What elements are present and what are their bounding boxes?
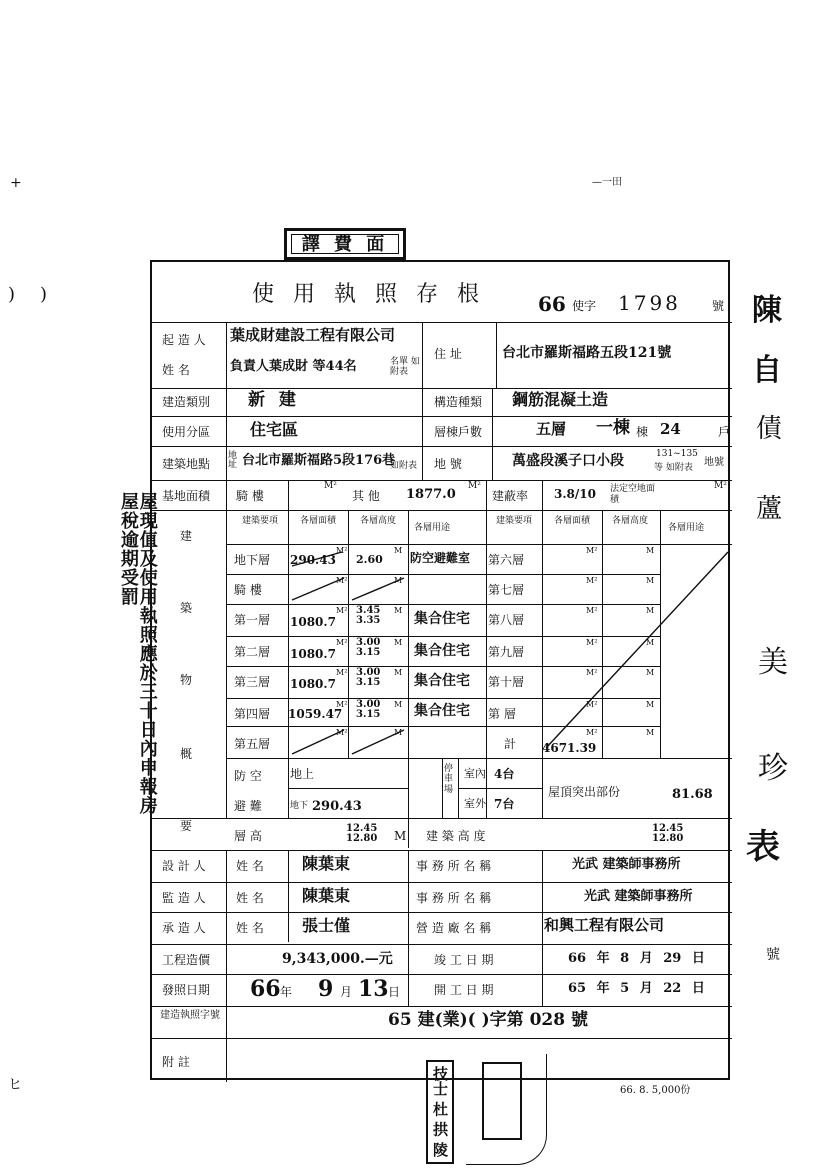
- svg-text:M: M: [646, 728, 655, 737]
- zone-value: 住宅區: [250, 420, 299, 439]
- blocks-value: 一棟: [596, 418, 630, 438]
- scan-mark: ): [40, 284, 48, 305]
- month-unit: 月: [340, 985, 353, 999]
- unit-h: 戶: [718, 425, 731, 439]
- issue-year: 66: [250, 976, 281, 1002]
- open-space-label: 法定空地面積: [610, 484, 656, 505]
- usage-permit-form: [150, 260, 731, 1096]
- shelter-label2: 避 難: [234, 799, 262, 813]
- category-label: 建造類別: [162, 395, 211, 409]
- designer-office-label: 事 務 所 名 稱: [416, 859, 492, 873]
- floor-use: 集合住宅: [414, 611, 470, 627]
- shelter-above-label: 地上: [290, 767, 315, 781]
- header-height: 各層高度: [611, 516, 648, 526]
- svg-text:M: M: [394, 728, 403, 737]
- stamp-top-text: 譯 費 面: [291, 234, 399, 254]
- side-label: 物: [180, 673, 193, 687]
- issue-day: 13: [358, 976, 389, 1002]
- lot-label: 地 號: [434, 457, 462, 471]
- parking-outdoor-value: 7台: [494, 797, 515, 811]
- svg-text:M²: M²: [336, 638, 348, 647]
- floor-height: 2.60: [356, 553, 383, 566]
- builder-company: 葉成財建設工程有限公司: [230, 326, 396, 344]
- header-height: 各層高度: [359, 516, 396, 526]
- svg-text:M: M: [646, 638, 655, 647]
- side-label: 要: [180, 819, 193, 833]
- header-area: 各層面積: [299, 516, 336, 526]
- approval-mark: [466, 1054, 547, 1165]
- floor-use: 集合住宅: [414, 703, 470, 719]
- scan-mark: +: [10, 175, 22, 191]
- doc-top-right: —一田: [592, 177, 622, 188]
- floor-area: 1080.7: [290, 677, 336, 691]
- svg-text:M: M: [394, 700, 403, 709]
- shelter-below-value: 290.43: [312, 799, 362, 814]
- other-value: 1877.0: [406, 487, 456, 502]
- notes-label: 附 註: [162, 1055, 190, 1069]
- coverage-label: 建蔽率: [492, 489, 529, 503]
- start-value: 65 年 5 月 22 日: [568, 981, 705, 996]
- builder-name-label: 姓 名: [162, 363, 190, 377]
- print-note: 66. 8. 5,000份: [620, 1085, 691, 1096]
- header-item: 建築要項: [241, 516, 278, 526]
- floor-use: 防空避難室: [410, 551, 471, 565]
- svg-text:M: M: [646, 606, 655, 615]
- floor-area: 1080.7: [290, 615, 336, 629]
- header-area: 各層面積: [553, 516, 590, 526]
- form-title: 使 用 執 照 存 根: [252, 282, 485, 307]
- svg-text:M²: M²: [336, 606, 348, 615]
- permit-suffix: 號: [712, 299, 725, 313]
- lot-note: 等 如附表: [654, 463, 693, 473]
- designer-label: 設 計 人: [162, 859, 206, 873]
- units-value: 24: [660, 420, 681, 438]
- builder-address-label: 住 址: [434, 347, 462, 361]
- builder-rep-note: 名單 如附表: [390, 357, 420, 377]
- left-margin-text: 屋現值及使用執照應於三十日內申報房屋稅逾期受罰: [117, 492, 158, 815]
- svg-text:M²: M²: [586, 668, 598, 677]
- svg-text:M: M: [646, 668, 655, 677]
- floor-use: 集合住宅: [414, 673, 470, 689]
- svg-text:M²: M²: [336, 546, 348, 555]
- svg-text:M²: M²: [586, 728, 598, 737]
- zone-label: 使用分區: [162, 425, 211, 439]
- construction-permit-label: 建造執照字號: [160, 1010, 220, 1021]
- contractor-name: 張士僅: [302, 916, 351, 935]
- supervisor-office-label: 事 務 所 名 稱: [416, 891, 492, 905]
- cost-value: 9,343,000.—元: [282, 951, 393, 967]
- svg-text:M²: M²: [586, 576, 598, 585]
- roof-value: 81.68: [672, 787, 713, 802]
- unit-b: 棟: [636, 425, 649, 439]
- supervisor-label: 監 造 人: [162, 891, 206, 905]
- permit-number: 1798: [618, 291, 681, 315]
- supervisor-name: 陳葉東: [302, 886, 351, 905]
- svg-text:M: M: [394, 668, 403, 677]
- site-address: 台北市羅斯福路5段176巷: [242, 453, 396, 468]
- floors-value: 五層: [536, 420, 567, 438]
- contractor-office: 和興工程有限公司: [544, 916, 665, 934]
- category-value: 新 建: [248, 390, 300, 410]
- floor-name: 第八層: [488, 613, 525, 627]
- floor-name: 第三層: [234, 675, 271, 689]
- floor-name: 第 層: [488, 707, 516, 721]
- issue-month: 9: [318, 976, 334, 1002]
- floor-total-label: 計: [504, 737, 517, 751]
- coverage-value: 3.8/10: [554, 487, 596, 501]
- svg-text:M: M: [394, 606, 403, 615]
- floor-name: 第七層: [488, 583, 525, 597]
- contractor-label: 承 造 人: [162, 921, 206, 935]
- floor-height: 3.00 3.15: [356, 637, 381, 658]
- building-height-value: 12.45 12.80: [652, 823, 684, 844]
- start-label: 開 工 日 期: [434, 983, 494, 997]
- permit-year: 66: [538, 292, 566, 316]
- header-use: 各層用途: [668, 523, 705, 533]
- supervisor-office: 光武 建築師事務所: [584, 889, 693, 904]
- parking-indoor-value: 4台: [494, 767, 515, 781]
- contractor-office-label: 營 造 廠 名 稱: [416, 921, 492, 935]
- floor-height: 3.00 3.15: [356, 699, 381, 720]
- permit-label: 使字: [572, 299, 597, 313]
- floor-name: 第二層: [234, 645, 271, 659]
- floor-name: 第五層: [234, 737, 271, 751]
- floor-height-unit: M: [394, 829, 407, 843]
- parking-outdoor-label: 室外: [464, 797, 486, 810]
- side-label: 建: [180, 529, 193, 543]
- completion-value: 66 年 8 月 29 日: [568, 951, 705, 966]
- svg-text:M: M: [394, 576, 403, 585]
- cost-label: 工程造價: [162, 953, 211, 967]
- site-address-label: 地址: [228, 451, 238, 470]
- floor-name: 騎 樓: [234, 583, 262, 597]
- svg-text:M²: M²: [336, 728, 348, 737]
- stamp-top: [284, 228, 406, 260]
- parking-indoor-label: 室內: [464, 767, 486, 780]
- other-label: 其 他: [352, 489, 380, 503]
- svg-text:M²: M²: [586, 606, 598, 615]
- builder-label: 起 造 人: [162, 333, 206, 347]
- svg-text:M²: M²: [336, 700, 348, 709]
- designer-office: 光武 建築師事務所: [572, 857, 681, 872]
- signature-stamp: 技士 杜 拱 陵: [426, 1060, 454, 1164]
- side-label: 概: [180, 747, 193, 761]
- scan-mark: ): [8, 284, 16, 305]
- floor-area: 1080.7: [290, 647, 336, 661]
- area-unit: M²: [468, 481, 481, 491]
- svg-text:M²: M²: [586, 546, 598, 555]
- designer-name: 陳葉東: [302, 854, 351, 873]
- floor-name: 地下層: [234, 553, 271, 567]
- structure-label: 構造種類: [434, 395, 483, 409]
- floor-height: 3.45 3.35: [356, 605, 381, 626]
- issue-date-label: 發照日期: [162, 983, 211, 997]
- floor-height-label: 層 高: [234, 829, 262, 843]
- building-height-label: 建 築 高 度: [426, 829, 486, 843]
- builder-rep: 負責人葉成財 等44名: [230, 359, 357, 374]
- floor-name: 第四層: [234, 707, 271, 721]
- rule: [458, 788, 542, 789]
- year-unit: 年: [280, 985, 293, 999]
- floor-height-value: 12.45 12.80: [346, 823, 378, 844]
- svg-text:M: M: [646, 700, 655, 709]
- shelter-label: 防 空: [234, 769, 262, 783]
- supervisor-name-label: 姓 名: [236, 891, 264, 905]
- lot-suffix: 地號: [704, 457, 724, 468]
- svg-text:M: M: [646, 576, 655, 585]
- shelter-below-label: 地下: [290, 801, 309, 811]
- builder-address: 台北市羅斯福路五段121號: [502, 345, 672, 361]
- scan-mark: ヒ: [8, 1077, 22, 1093]
- rule-v: [442, 758, 443, 818]
- area-unit: M²: [324, 481, 337, 491]
- svg-text:M²: M²: [336, 668, 348, 677]
- svg-text:M: M: [394, 546, 403, 555]
- svg-text:M: M: [646, 546, 655, 555]
- lot-numbers: 131~135: [656, 449, 698, 459]
- svg-text:M²: M²: [336, 576, 348, 585]
- rule: [288, 788, 408, 789]
- construction-permit-value: 65 建(業)( )字第 028 號: [388, 1010, 588, 1030]
- structure-value: 鋼筋混凝土造: [512, 390, 609, 409]
- floor-name: 第六層: [488, 553, 525, 567]
- svg-text:M: M: [394, 638, 403, 647]
- floor-area: 1059.47: [288, 707, 343, 721]
- completion-label: 竣 工 日 期: [434, 953, 494, 967]
- contractor-name-label: 姓 名: [236, 921, 264, 935]
- header-item: 建築要項: [495, 516, 532, 526]
- site-address-note: 如附表: [390, 461, 418, 471]
- site-label: 建築地點: [162, 457, 211, 471]
- roof-label: 屋頂突出部份: [548, 785, 621, 799]
- arcade-label: 騎 樓: [236, 489, 264, 503]
- floor-name: 第一層: [234, 613, 271, 627]
- day-unit: 日: [388, 985, 401, 999]
- site-area-label: 基地面積: [162, 489, 211, 503]
- floor-name: 第十層: [488, 675, 525, 689]
- floor-total-value: 4671.39: [542, 741, 597, 755]
- floor-height: 3.00 3.15: [356, 667, 381, 688]
- designer-name-label: 姓 名: [236, 859, 264, 873]
- floor-name: 第九層: [488, 645, 525, 659]
- lot-value: 萬盛段溪子口小段: [512, 453, 624, 469]
- floor-area: 290.43: [290, 553, 336, 567]
- parking-label: 停車場: [444, 764, 454, 795]
- area-unit: M²: [714, 481, 727, 491]
- svg-text:M²: M²: [586, 638, 598, 647]
- floors-units-label: 層棟戶數: [434, 425, 483, 439]
- svg-text:M²: M²: [586, 700, 598, 709]
- floor-use: 集合住宅: [414, 643, 470, 659]
- side-label: 築: [180, 601, 193, 615]
- header-use: 各層用途: [414, 523, 451, 533]
